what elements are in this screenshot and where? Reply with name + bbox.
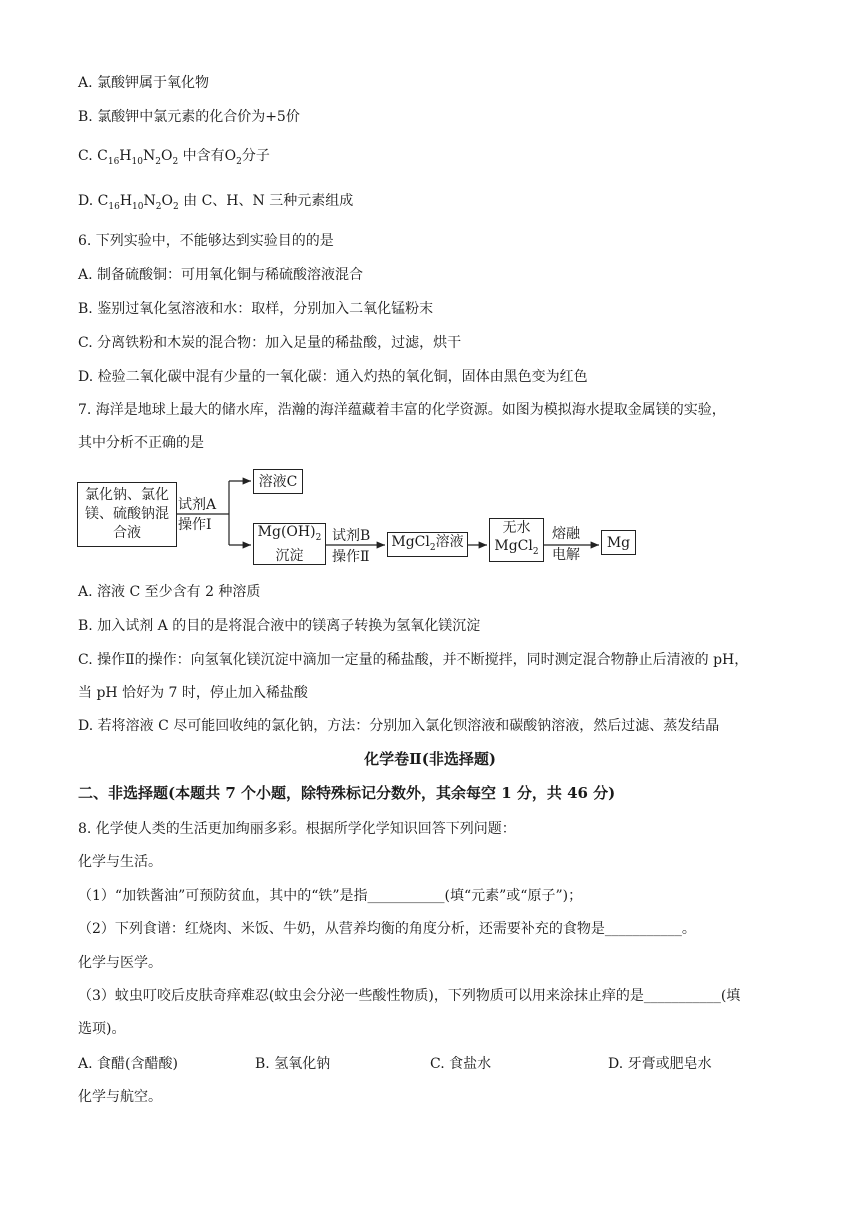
q5-option-a: A. 氯酸钾属于氧化物 [78, 75, 210, 91]
q7-option-c-line2: 当 pH 恰好为 7 时，停止加入稀盐酸 [78, 685, 308, 701]
box-mgoh2-precip: 沉淀 [275, 547, 304, 564]
q6-option-a: A. 制备硫酸铜：可用氧化铜与稀硫酸溶液混合 [78, 267, 364, 283]
q7-option-a: A. 溶液 C 至少含有 2 种溶质 [78, 584, 261, 600]
box-anhydrous-text: 无水 [502, 520, 531, 537]
box-mixed-solution-text: 氯化钠、氯化镁、硫酸钠混合液 [85, 487, 169, 541]
q5-option-c-letter: C. [78, 148, 93, 164]
section-heading: 二、非选择题(本题共 7 个小题，除特殊标记分数外，其余每空 1 分，共 46 分) [78, 784, 616, 802]
q8-sub3-line2: 选项)。 [78, 1021, 126, 1037]
box-anhydrous-mgcl2 [489, 518, 544, 562]
q8-option-d: D. 牙膏或肥皂水 [608, 1056, 712, 1072]
q8-option-c: C. 食盐水 [430, 1056, 492, 1072]
box-mixed-solution [77, 482, 177, 547]
q7-stem-line1: 7. 海洋是地球上最大的储水库，浩瀚的海洋蕴藏着丰富的化学资源。如图为模拟海水提取金属镁的实验， [78, 402, 726, 418]
q5-option-d-formula: $C_{16}H_{10}N_2O_2$ [97, 193, 179, 212]
q8-life-heading: 化学与生活。 [78, 854, 162, 870]
part2-title: 化学卷Ⅱ(非选择题) [364, 750, 496, 768]
label-operation-1: 操作Ⅰ [178, 517, 212, 533]
q8-stem: 8. 化学使人类的生活更加绚丽多彩。根据所学化学知识回答下列问题： [78, 821, 516, 837]
q5-option-c-text: 中含有$O_2$分子 [182, 148, 270, 167]
q5-option-d [78, 191, 353, 217]
q6-option-c: C. 分离铁粉和木炭的混合物：加入足量的稀盐酸，过滤，烘干 [78, 335, 462, 351]
box-solution-c: 溶液C [253, 469, 303, 494]
q5-option-d-letter: D. [78, 193, 94, 209]
q5-option-d-text: 由 C、H、N 三种元素组成 [183, 193, 354, 209]
q6-option-b: B. 鉴别过氧化氢溶液和水：取样，分别加入二氧化锰粉末 [78, 301, 434, 317]
q6-option-d: D. 检验二氧化碳中混有少量的一氧化碳：通入灼热的氧化铜，固体由黑色变为红色 [78, 369, 588, 385]
q7-option-b: B. 加入试剂 A 的目的是将混合液中的镁离子转换为氢氧化镁沉淀 [78, 618, 481, 634]
q6-stem: 6. 下列实验中，不能够达到实验目的的是 [78, 233, 334, 249]
magnesium-extraction-flowchart [76, 466, 646, 570]
q5-option-b: B. 氯酸钾中氯元素的化合价为+5价 [78, 109, 300, 125]
q8-sub1: （1）“加铁酱油”可预防贫血，其中的“铁”是指___________(填“元素”或“原子”)； [78, 888, 583, 904]
q8-aviation-heading: 化学与航空。 [78, 1089, 162, 1105]
label-operation-2: 操作Ⅱ [332, 549, 370, 565]
q7-option-d: D. 若将溶液 C 尽可能回收纯的氯化钠，方法：分别加入氯化钡溶液和碳酸钠溶液，然后过滤、蒸发结晶 [78, 718, 720, 734]
box-mgoh2-formula: $Mg(OH)_2$ [257, 524, 322, 543]
box-mg: Mg [601, 530, 636, 555]
label-reagent-a: 试剂A [178, 497, 217, 513]
box-mgcl2-solution-text: MgCl$_2$溶液 [391, 533, 464, 553]
q8-sub3-line1: （3）蚊虫叮咬后皮肤奇痒难忍(蚊虫会分泌一些酸性物质)，下列物质可以用来涂抹止痒的是___________(填 [78, 988, 741, 1004]
q8-medicine-heading: 化学与医学。 [78, 955, 162, 971]
q5-option-c-formula: $C_{16}H_{10}N_2O_2$ [97, 148, 179, 167]
label-electrolysis: 电解 [552, 547, 580, 563]
q5-option-c [78, 146, 270, 172]
label-melt: 熔融 [552, 526, 580, 542]
box-mgoh2-precipitate [253, 523, 326, 565]
q7-stem-line2: 其中分析不正确的是 [78, 435, 204, 451]
q8-option-a: A. 食醋(含醋酸) [78, 1056, 178, 1072]
label-reagent-b: 试剂B [332, 528, 371, 544]
box-mgcl2-solution [387, 532, 468, 557]
q7-option-c-line1: C. 操作Ⅱ的操作：向氢氧化镁沉淀中滴加一定量的稀盐酸，并不断搅拌，同时测定混合物静止后清液的 pH， [78, 652, 749, 668]
q8-sub2: （2）下列食谱：红烧肉、米饭、牛奶，从营养均衡的角度分析，还需要补充的食物是___________。 [78, 921, 696, 937]
box-anhydrous-formula: MgCl$_2$ [494, 538, 539, 557]
q8-option-b: B. 氢氧化钠 [255, 1056, 331, 1072]
